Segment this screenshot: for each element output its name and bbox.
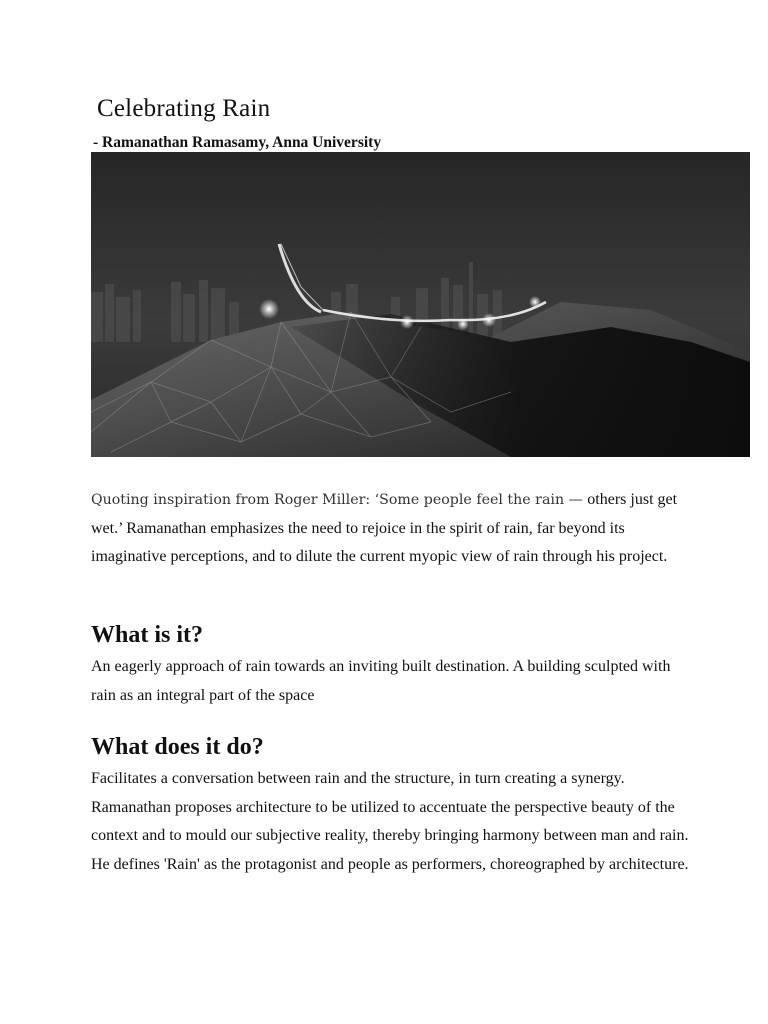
- section-body-what-is-it: An eagerly approach of rain towards an inviting built destination. A building sculpted with rain as an integral part of the space: [91, 658, 671, 704]
- hero-render-image: [91, 152, 750, 457]
- article-title: Celebrating Rain: [97, 95, 271, 122]
- section-heading-what-does-it-do: What does it do?: [91, 734, 264, 760]
- intro-paragraph: [91, 486, 691, 572]
- section-heading-what-is-it: What is it?: [91, 622, 204, 648]
- article-author: - Ramanathan Ramasamy, Anna University: [93, 134, 382, 151]
- section-body-what-does-it-do: Facilitates a conversation between rain and the structure, in turn creating a synergy. Ramanathan proposes architecture to be utilized to accentuate the perspective beauty of the context and to mould our subjective reality, thereby bringing harmony between man and rain. He defines 'Rain' as the protagonist and people as performers, choreographed by architecture.: [91, 770, 689, 873]
- intro-rest-text: others just get wet.’ Ramanathan emphasizes the need to rejoice in the spirit of rain, far beyond its imaginative perceptions, and to dilute the current myopic view of rain through his project.: [91, 491, 678, 565]
- intro-quote-text: Quoting inspiration from Roger Miller: ‘Some people feel the rain —: [91, 492, 588, 508]
